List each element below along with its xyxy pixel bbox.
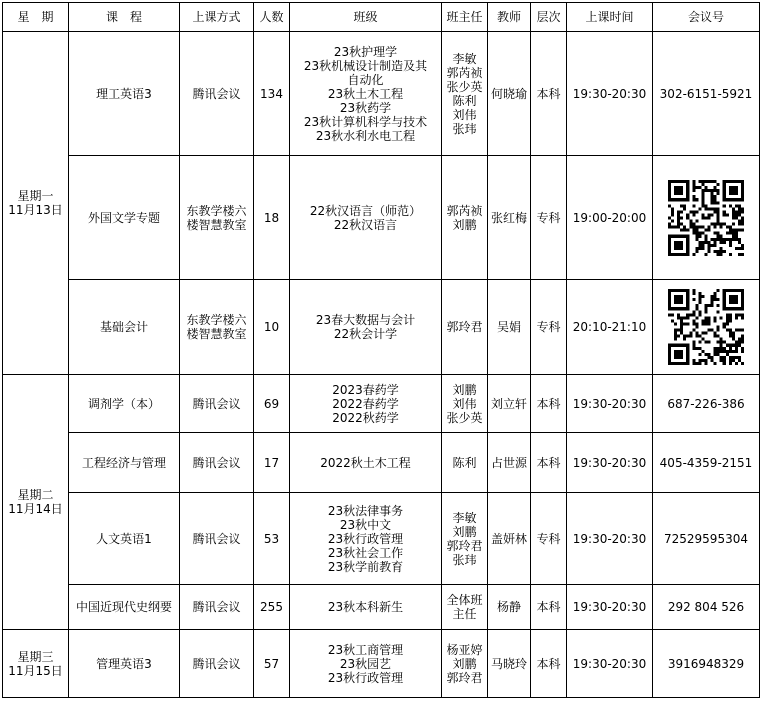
level-cell: 本科 [531,433,567,493]
day-name: 星期二 [17,488,54,502]
class-cell [290,375,442,433]
head-teacher: 李敏 [452,51,477,66]
course-cell: 工程经济与管理 [69,433,180,493]
head-teacher-cell [442,32,488,156]
mode-cell: 腾讯会议 [180,493,254,585]
class-item: 22秋会计学 [333,327,398,341]
day-cell [3,32,69,375]
mode-cell: 腾讯会议 [180,433,254,493]
day-name: 星期三 [17,649,54,664]
head-teacher: 郭芮祯 [446,65,483,80]
class-item: 23秋中文 [339,517,392,532]
count-cell: 17 [254,433,290,493]
time-cell: 19:30-20:30 [567,493,653,585]
time-cell: 19:00-20:00 [567,156,653,280]
class-item: 23秋园艺 [339,656,392,671]
day-cell [3,630,69,698]
level-cell: 本科 [531,32,567,156]
head-teacher: 李敏 [452,510,477,525]
head-teacher: 杨亚婷 [446,642,483,657]
day-date: 11月14日 [8,502,63,516]
course-cell: 理工英语3 [69,32,180,156]
head-teacher: 全体班 [446,593,483,607]
mode-line: 楼智慧教室 [186,217,247,232]
head-teacher: 张玮 [452,121,477,136]
class-item: 2022秋药学 [332,410,399,425]
class-item: 23秋药学 [339,100,392,115]
mode-cell: 腾讯会议 [180,375,254,433]
class-item: 23秋法律事务 [327,503,404,518]
count-cell: 10 [254,280,290,375]
level-cell: 本科 [531,375,567,433]
class-item: 23秋工商管理 [327,642,404,657]
teacher-cell: 刘立轩 [488,375,531,433]
count-cell: 255 [254,585,290,630]
teacher-cell: 杨静 [488,585,531,630]
level-cell: 本科 [531,630,567,698]
teacher-cell: 张红梅 [488,156,531,280]
head-teacher: 刘鹏 [452,524,477,539]
head-teacher: 刘鹏 [452,217,477,232]
head-teacher-cell [442,493,488,585]
teacher-cell: 马晓玲 [488,630,531,698]
class-item: 23秋护理学 [333,44,398,59]
time-cell: 19:30-20:30 [567,32,653,156]
header-count: 人数 [254,3,290,32]
count-cell: 57 [254,630,290,698]
header-meeting: 会议号 [653,3,760,32]
meeting-cell[interactable]: 302-6151-5921 [653,32,760,156]
header-level: 层次 [531,3,567,32]
head-teacher: 张玮 [452,552,477,567]
class-cell: 2022秋土木工程 [290,433,442,493]
class-cell [290,156,442,280]
class-cell: 23秋本科新生 [290,585,442,630]
class-item: 23秋水利水电工程 [315,128,416,143]
class-item: 23秋行政管理 [327,670,404,685]
level-cell: 本科 [531,585,567,630]
head-teacher: 郭玲君 [446,538,483,553]
meeting-cell[interactable]: 72529595304 [653,493,760,585]
mode-cell: 腾讯会议 [180,630,254,698]
time-cell: 19:30-20:30 [567,375,653,433]
class-item: 23秋社会工作 [327,545,404,560]
meeting-cell[interactable]: 405-4359-2151 [653,433,760,493]
head-teacher: 郭玲君 [446,670,483,685]
table-row [3,493,760,585]
table-row [3,630,760,698]
mode-cell: 腾讯会议 [180,32,254,156]
mode-cell: 腾讯会议 [180,585,254,630]
mode-line: 东教学楼六 [186,313,247,327]
teacher-cell: 占世源 [488,433,531,493]
table-row [3,32,760,156]
meeting-cell[interactable]: 687-226-386 [653,375,760,433]
time-cell: 19:30-20:30 [567,630,653,698]
head-teacher: 主任 [452,607,477,621]
count-cell: 134 [254,32,290,156]
head-teacher: 张少英 [446,79,483,94]
teacher-cell: 吴娟 [488,280,531,375]
meeting-cell [653,280,760,375]
head-teacher: 刘伟 [452,396,477,411]
header-teacher: 教师 [488,3,531,32]
time-cell: 19:30-20:30 [567,433,653,493]
course-cell: 中国近现代史纲要 [69,585,180,630]
header-row [3,3,760,32]
day-name: 星期一 [17,189,54,203]
header-class: 班级 [290,3,442,32]
level-cell: 专科 [531,280,567,375]
header-mode: 上课方式 [180,3,254,32]
head-teacher: 郭芮祯 [446,203,483,218]
day-cell [3,375,69,630]
day-date: 11月15日 [8,663,63,678]
mode-line: 东教学楼六 [186,203,247,218]
count-cell: 18 [254,156,290,280]
class-cell [290,280,442,375]
meeting-cell[interactable]: 3916948329 [653,630,760,698]
class-item: 22秋汉语言 [333,217,398,232]
header-time: 上课时间 [567,3,653,32]
time-cell: 20:10-21:10 [567,280,653,375]
class-item: 23春大数据与会计 [315,313,416,327]
class-item: 2023春药学 [332,382,399,397]
course-cell: 人文英语1 [69,493,180,585]
head-teacher-cell: 郭玲君 [442,280,488,375]
class-cell [290,493,442,585]
head-teacher: 陈利 [452,93,477,108]
head-teacher: 刘鹏 [452,656,477,671]
teacher-cell: 何晓瑜 [488,32,531,156]
mode-line: 楼智慧教室 [186,327,247,341]
time-cell: 19:30-20:30 [567,585,653,630]
class-item: 23秋土木工程 [327,86,404,101]
day-date: 11月13日 [8,203,63,217]
class-item: 22秋汉语言（师范） [309,203,422,218]
count-cell: 69 [254,375,290,433]
class-item: 23秋计算机科学与技术 [303,114,428,129]
level-cell: 专科 [531,156,567,280]
class-item: 23秋机械设计制造及其 [303,58,428,73]
mode-cell [180,156,254,280]
table-row [3,156,760,280]
meeting-cell [653,156,760,280]
head-teacher-cell: 陈利 [442,433,488,493]
head-teacher: 刘鹏 [452,382,477,397]
teacher-cell: 盖妍林 [488,493,531,585]
head-teacher-cell [442,375,488,433]
head-teacher: 刘伟 [452,107,477,122]
head-teacher-cell [442,156,488,280]
head-teacher-cell [442,585,488,630]
qr-code-icon[interactable] [668,282,744,372]
qr-code-icon[interactable] [668,173,744,263]
class-item: 2022春药学 [332,396,399,411]
count-cell: 53 [254,493,290,585]
class-item: 23秋学前教育 [327,559,404,574]
head-teacher-cell [442,630,488,698]
schedule-table [2,2,760,698]
course-cell: 调剂学（本） [69,375,180,433]
header-course: 课 程 [69,3,180,32]
course-cell: 外国文学专题 [69,156,180,280]
level-cell: 专科 [531,493,567,585]
class-cell [290,32,442,156]
head-teacher: 张少英 [446,410,483,425]
meeting-cell[interactable]: 292 804 526 [653,585,760,630]
course-cell: 基础会计 [69,280,180,375]
table-row [3,585,760,630]
mode-cell [180,280,254,375]
table-row [3,433,760,493]
class-cell [290,630,442,698]
table-row [3,375,760,433]
class-item: 23秋行政管理 [327,531,404,546]
header-head-teacher: 班主任 [442,3,488,32]
table-row [3,280,760,375]
header-day: 星 期 [3,3,69,32]
course-cell: 管理英语3 [69,630,180,698]
class-item: 自动化 [347,72,384,87]
